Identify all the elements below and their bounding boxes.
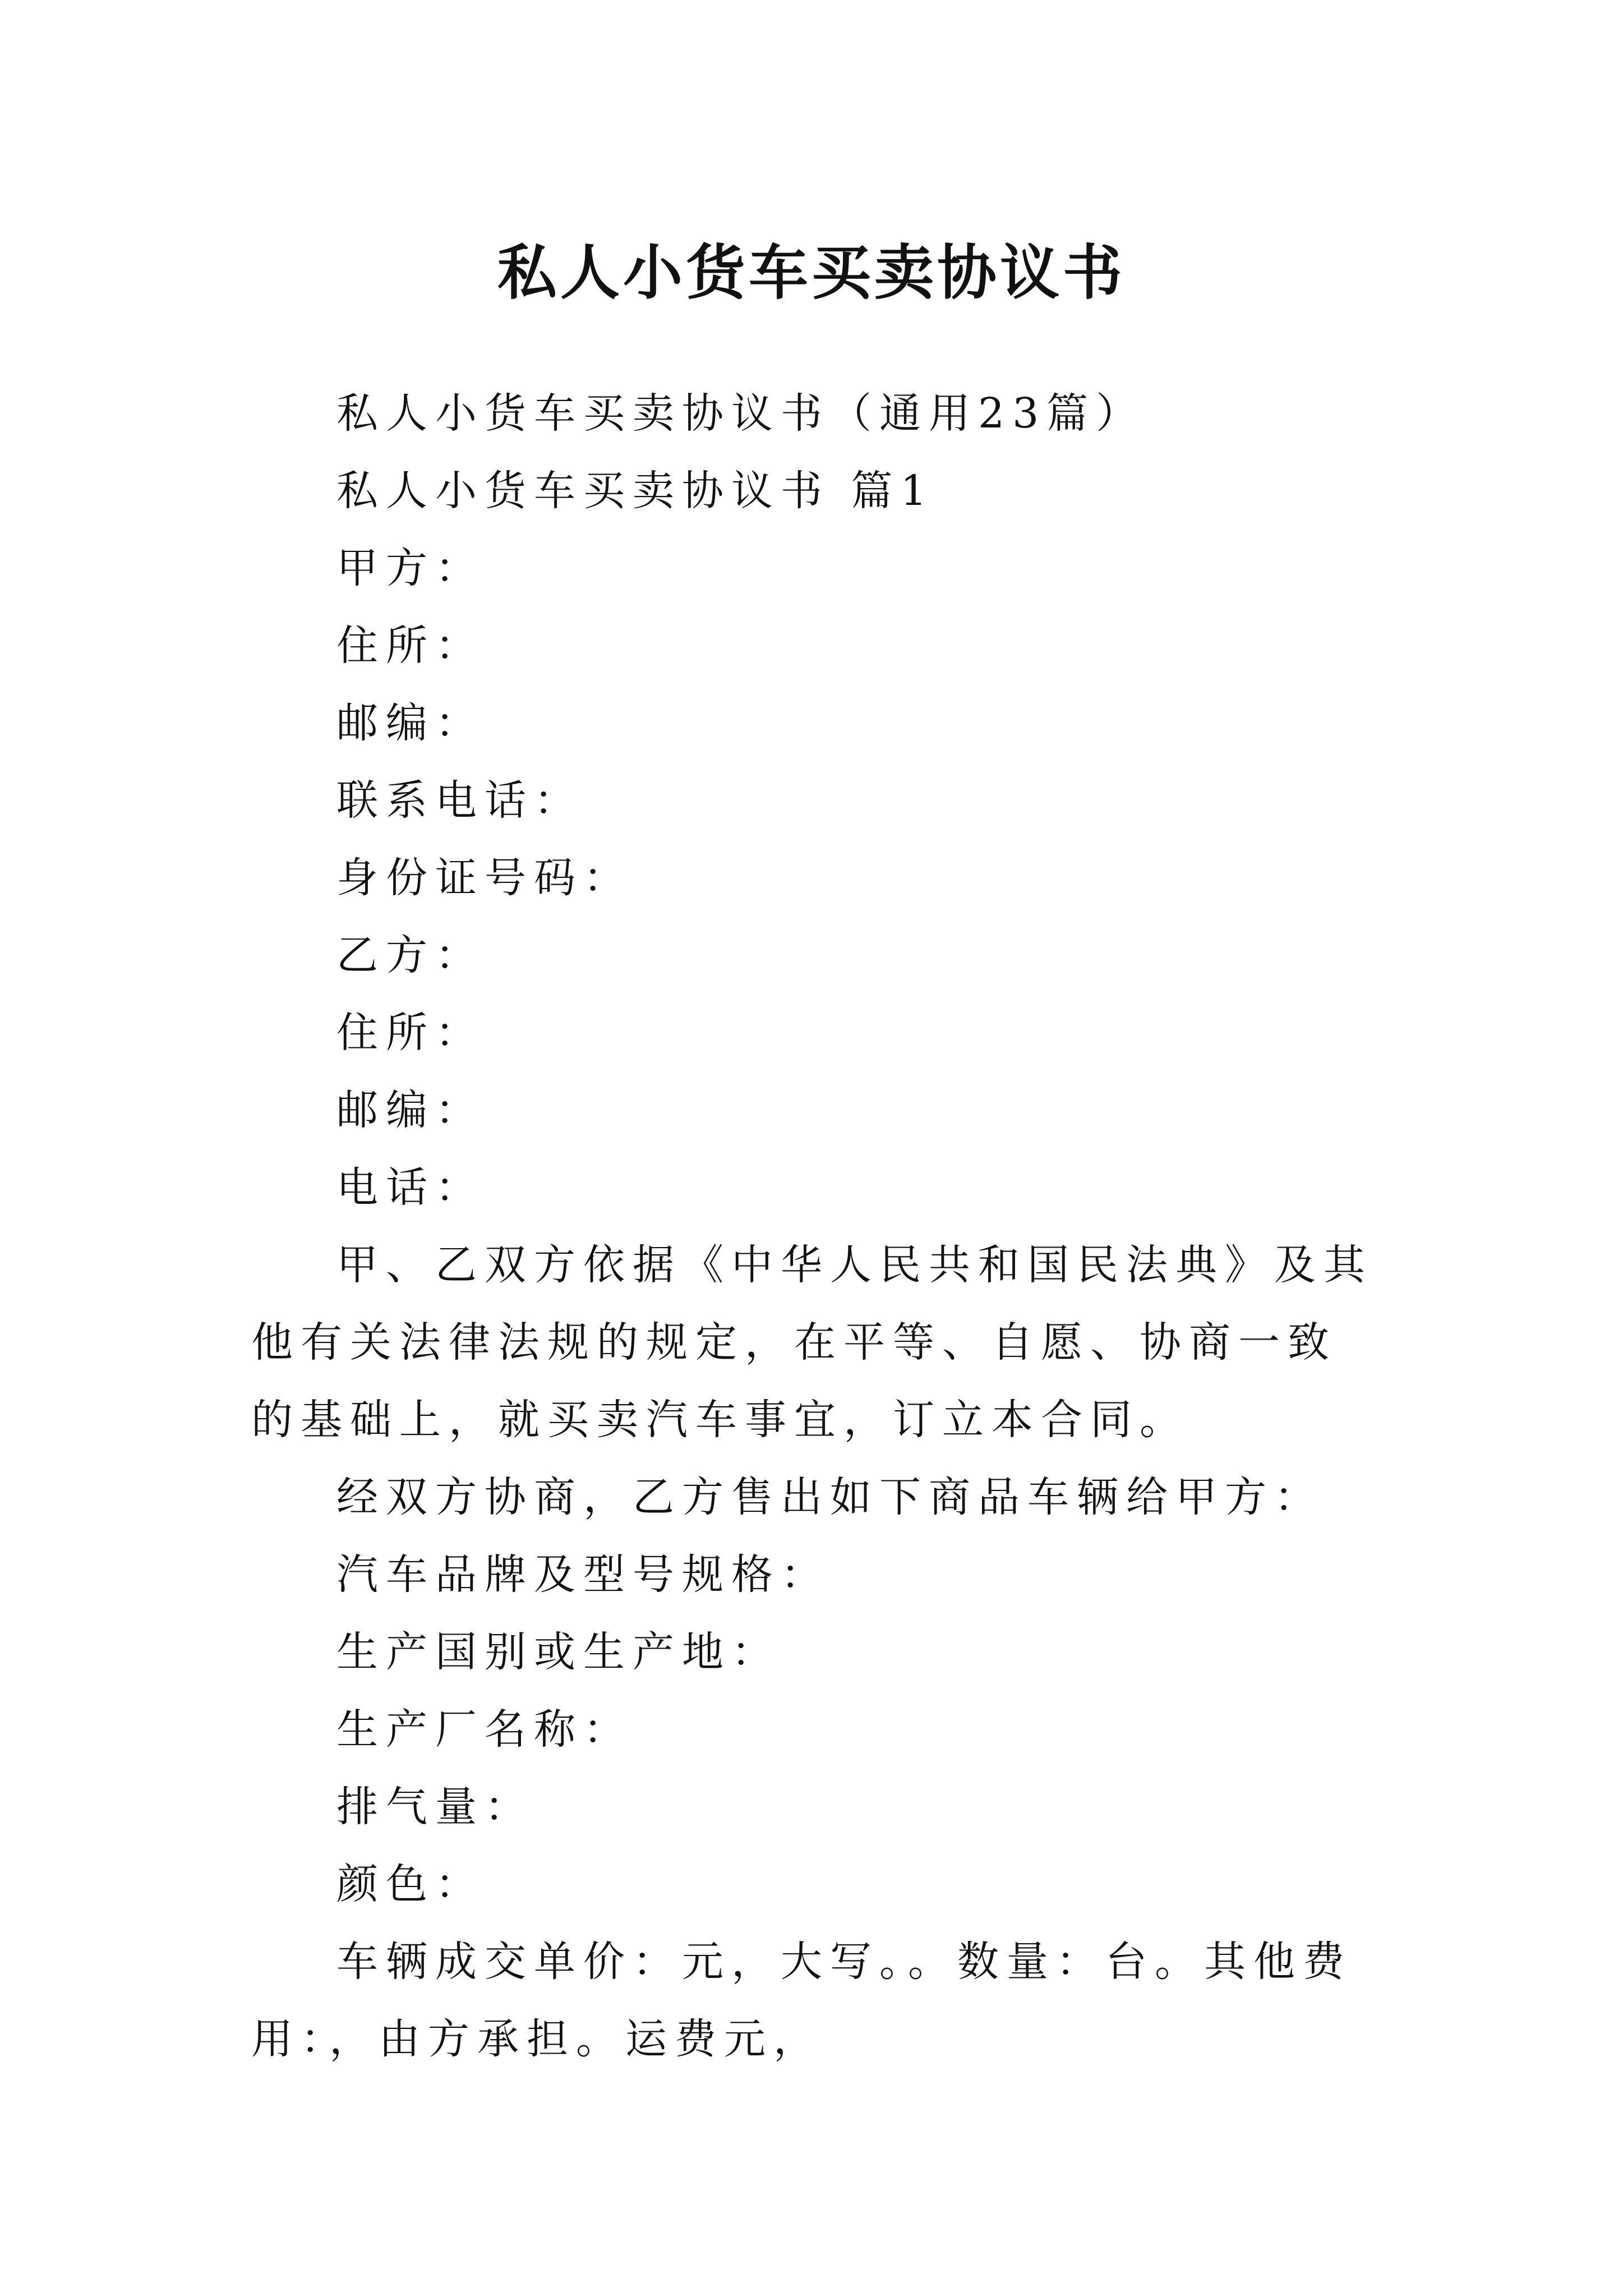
paragraph-heading-collection: 私人小货车买卖协议书（通用23篇） <box>336 389 1146 438</box>
paragraph-party-b-postcode: 邮编： <box>336 1086 485 1134</box>
paragraph-displacement: 排气量： <box>336 1783 534 1831</box>
paragraph-party-a-phone: 联系电话： <box>336 776 583 825</box>
paragraph-party-a: 甲方： <box>336 544 485 592</box>
paragraph-sale-intro: 经双方协商，乙方售出如下商品车辆给甲方： <box>336 1473 1324 1521</box>
paragraph-party-b-phone: 电话： <box>336 1163 485 1212</box>
paragraph-party-a-id-number: 身份证号码： <box>336 854 633 902</box>
document-body <box>251 375 1378 2078</box>
paragraph-party-a-address: 住所： <box>336 622 485 670</box>
paragraph-price-terms: 车辆成交单价：元，大写。。数量：台。其他费用：，由方承担。运费元， <box>251 1938 1352 2063</box>
paragraph-party-a-postcode: 邮编： <box>336 699 485 747</box>
paragraph-color: 颜色： <box>336 1860 485 1908</box>
paragraph-legal-basis: 甲、乙双方依据《中华人民共和国民法典》及其他有关法律法规的规定，在平等、自愿、协商一致的基础上，就买卖汽车事宜，订立本合同。 <box>251 1241 1373 1444</box>
document-title: 私人小货车买卖协议书 <box>497 237 1126 308</box>
paragraph-manufacturer: 生产厂名称： <box>336 1705 633 1754</box>
paragraph-heading-part-1: 私人小货车买卖协议书 篇1 <box>336 467 935 515</box>
paragraph-party-b-address: 住所： <box>336 1009 485 1057</box>
paragraph-party-b: 乙方： <box>336 931 485 979</box>
paragraph-country-of-origin: 生产国别或生产地： <box>336 1628 781 1676</box>
paragraph-brand-model: 汽车品牌及型号规格： <box>336 1550 830 1599</box>
